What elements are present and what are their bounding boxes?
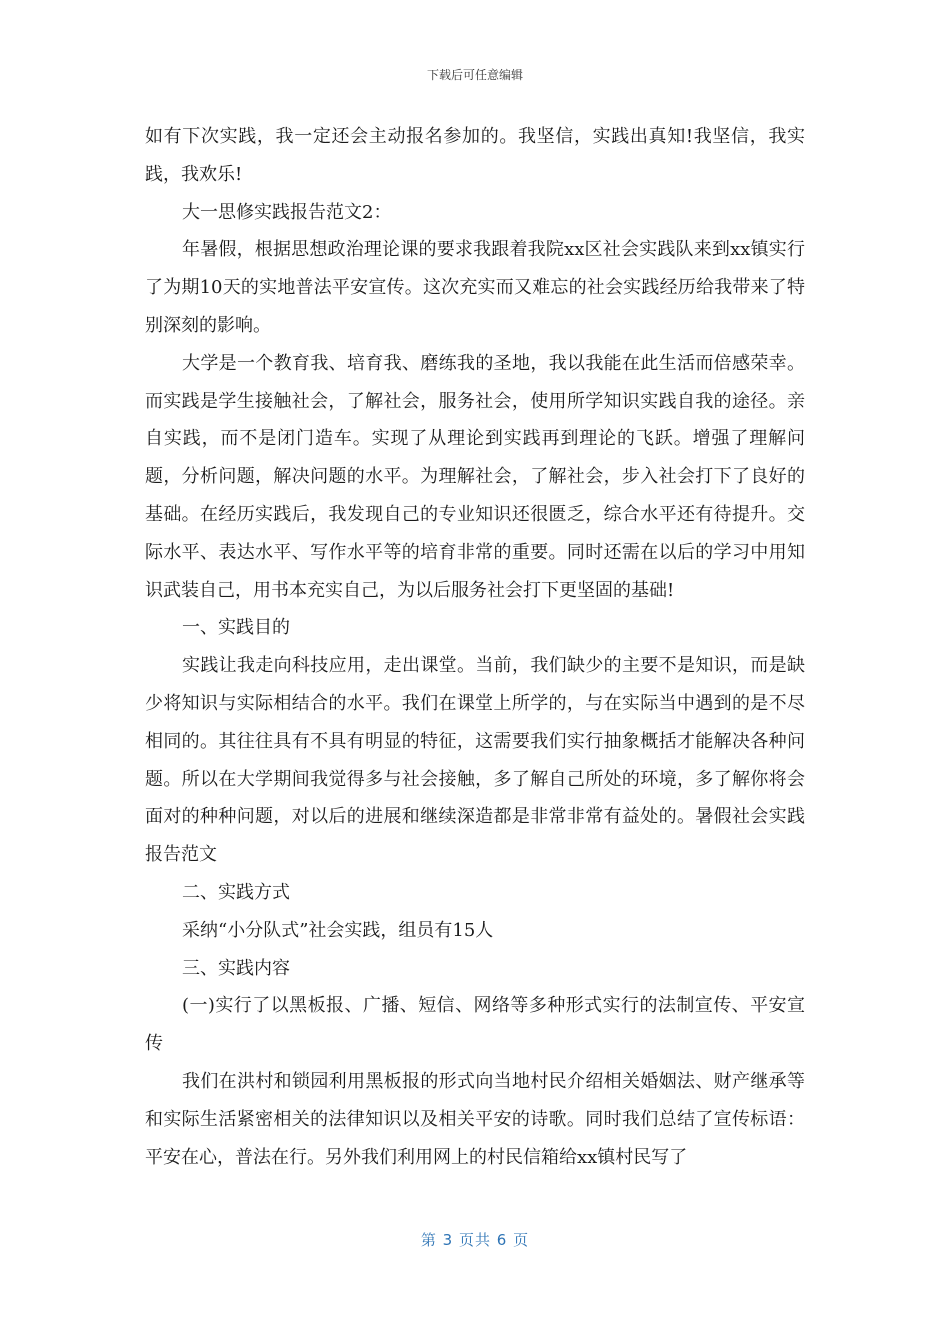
page-header: 下载后可任意编辑 bbox=[426, 68, 523, 82]
page-footer: 第 3 页共 6 页 bbox=[420, 1231, 530, 1249]
paragraph: 大一思修实践报告范文2： bbox=[182, 201, 392, 223]
paragraph: 采纳“小分队式”社会实践，组员有15人 bbox=[182, 919, 494, 941]
section-heading: 一、实践目的 bbox=[182, 617, 290, 639]
paragraph: 年暑假，根据思想政治理论课的要求我跟着我院xx区社会实践队来到xx镇实行了为期10天的实地普法平安宣传。这次充实而又难忘的社会实践经历给我带来了特别深刻的影响。 bbox=[145, 239, 805, 336]
document-body bbox=[145, 118, 805, 1176]
paragraph: 大学是一个教育我、培育我、磨练我的圣地，我以我能在此生活而倍感荣幸。而实践是学生接触社会，了解社会，服务社会，使用所学知识实践自我的途径。亲自实践，而不是闭门造车。实现了从理论到实践再到理论的飞跃。增强了理解问题，分析问题，解决问题的水平。为理解社会，了解社会，步入社会打下了良好的基础。在经历实践后，我发现自己的专业知识还很匮乏，综合水平还有待提升。交际水平、表达水平、写作水平等的培育非常的重要。同时还需在以后的学习中用知识武装自己，用书本充实自己，为以后服务社会打下更坚固的基础! bbox=[145, 352, 805, 601]
paragraph: 实践让我走向科技应用，走出课堂。当前，我们缺少的主要不是知识，而是缺少将知识与实际相结合的水平。我们在课堂上所学的，与在实际当中遇到的是不尽相同的。其往往具有不具有明显的特征，这需要我们实行抽象概括才能解决各种问题。所以在大学期间我觉得多与社会接触，多了解自己所处的环境，多了解你将会面对的种种问题，对以后的进展和继续深造都是非常非常有益处的。暑假社会实践报告范文 bbox=[145, 655, 805, 866]
paragraph: (一)实行了以黑板报、广播、短信、网络等多种形式实行的法制宣传、平安宣传 bbox=[145, 995, 805, 1055]
paragraph: 如有下次实践，我一定还会主动报名参加的。我坚信，实践出真知!我坚信，我实践，我欢乐! bbox=[145, 126, 805, 185]
paragraph: 我们在洪村和锁园利用黑板报的形式向当地村民介绍相关婚姻法、财产继承等和实际生活紧密相关的法律知识以及相关平安的诗歌。同时我们总结了宣传标语：平安在心，普法在行。另外我们利用网上的村民信箱给xx镇村民写了 bbox=[145, 1070, 805, 1168]
section-heading: 二、实践方式 bbox=[182, 881, 290, 903]
section-heading: 三、实践内容 bbox=[182, 957, 290, 979]
